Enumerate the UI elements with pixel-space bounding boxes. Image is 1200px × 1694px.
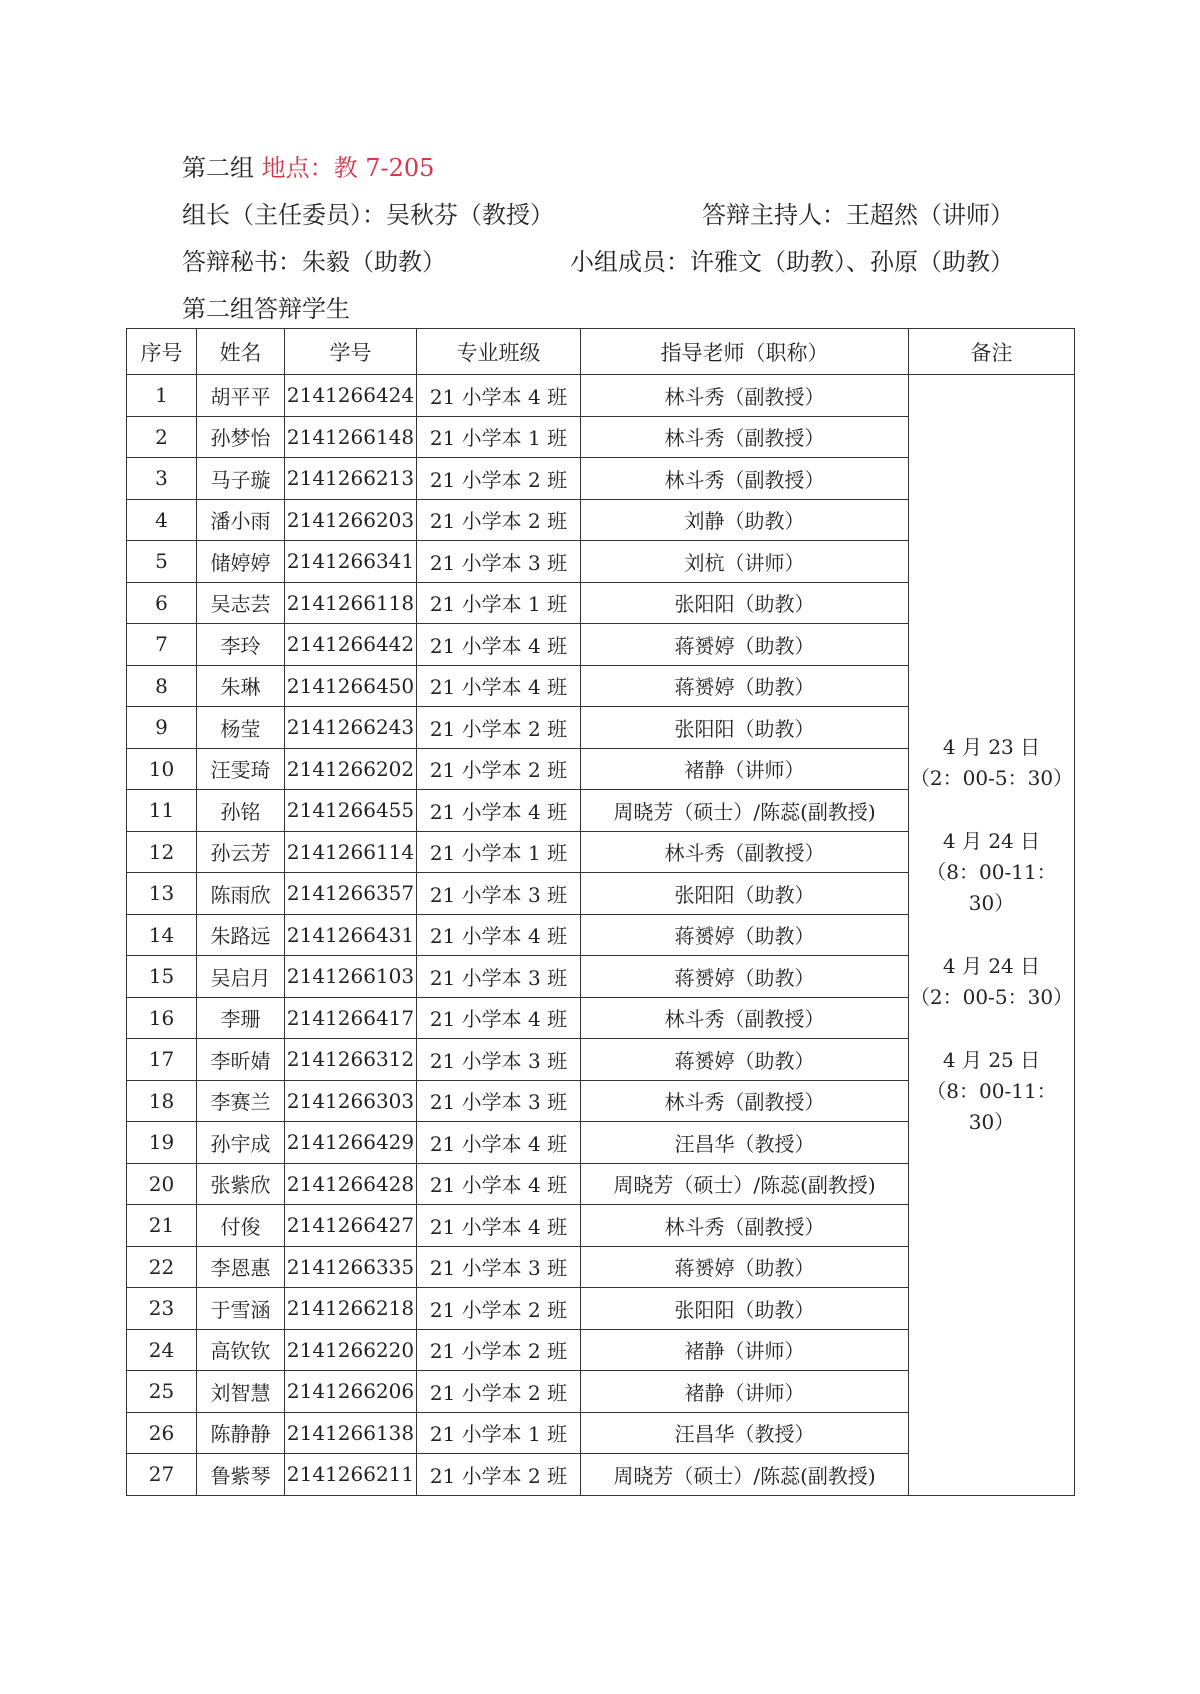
cell-name: 张紫欣 xyxy=(197,1163,285,1205)
cell-student-id: 2141266417 xyxy=(285,997,417,1039)
cell-index: 23 xyxy=(127,1288,197,1330)
cell-student-id: 2141266455 xyxy=(285,790,417,832)
cell-advisor: 周晓芳（硕士）/陈蕊(副教授) xyxy=(581,1454,909,1496)
cell-index: 1 xyxy=(127,375,197,417)
cell-class: 21 小学本 4 班 xyxy=(417,790,581,832)
remark-time: （2：00-5：30） xyxy=(909,765,1074,790)
cell-name: 李珊 xyxy=(197,997,285,1039)
cell-student-id: 2141266428 xyxy=(285,1163,417,1205)
cell-name: 高钦钦 xyxy=(197,1329,285,1371)
cell-class: 21 小学本 2 班 xyxy=(417,499,581,541)
secretary-line: 答辩秘书：朱毅（助教） xyxy=(182,248,446,276)
cell-class: 21 小学本 1 班 xyxy=(417,416,581,458)
cell-advisor: 张阳阳（助教） xyxy=(581,582,909,624)
cell-student-id: 2141266431 xyxy=(285,914,417,956)
cell-class: 21 小学本 4 班 xyxy=(417,665,581,707)
cell-advisor: 褚静（讲师） xyxy=(581,748,909,790)
cell-student-id: 2141266220 xyxy=(285,1329,417,1371)
cell-class: 21 小学本 3 班 xyxy=(417,541,581,583)
cell-class: 21 小学本 3 班 xyxy=(417,1080,581,1122)
cell-student-id: 2141266213 xyxy=(285,458,417,500)
cell-class: 21 小学本 2 班 xyxy=(417,1371,581,1413)
header-remark: 备注 xyxy=(909,329,1075,375)
cell-advisor: 林斗秀（副教授） xyxy=(581,375,909,417)
cell-class: 21 小学本 2 班 xyxy=(417,748,581,790)
cell-student-id: 2141266206 xyxy=(285,1371,417,1413)
cell-class: 21 小学本 3 班 xyxy=(417,873,581,915)
cell-name: 鲁紫琴 xyxy=(197,1454,285,1496)
group-heading xyxy=(182,148,434,183)
remark-time: （2：00-5：30） xyxy=(909,984,1074,1009)
remark-time: （8：00-11：30） xyxy=(926,859,1057,915)
cell-index: 10 xyxy=(127,748,197,790)
cell-class: 21 小学本 2 班 xyxy=(417,1329,581,1371)
cell-student-id: 2141266450 xyxy=(285,665,417,707)
cell-index: 9 xyxy=(127,707,197,749)
cell-student-id: 2141266243 xyxy=(285,707,417,749)
cell-name: 陈静静 xyxy=(197,1412,285,1454)
cell-advisor: 林斗秀（副教授） xyxy=(581,1205,909,1247)
location: 地点：教 7-205 xyxy=(261,154,435,182)
cell-student-id: 2141266335 xyxy=(285,1246,417,1288)
table-header-row xyxy=(127,329,1075,375)
cell-advisor: 蒋赟婷（助教） xyxy=(581,624,909,666)
cell-class: 21 小学本 4 班 xyxy=(417,1205,581,1247)
cell-index: 22 xyxy=(127,1246,197,1288)
cell-class: 21 小学本 2 班 xyxy=(417,707,581,749)
cell-class: 21 小学本 2 班 xyxy=(417,458,581,500)
group-name: 第二组 xyxy=(182,154,254,182)
cell-advisor: 林斗秀（副教授） xyxy=(581,416,909,458)
remark-date: 4 月 25 日 xyxy=(942,1047,1041,1072)
cell-name: 汪雯琦 xyxy=(197,748,285,790)
host-line: 答辩主持人：王超然（讲师） xyxy=(702,201,1014,229)
cell-class: 21 小学本 3 班 xyxy=(417,1246,581,1288)
header-index: 序号 xyxy=(127,329,197,375)
student-table xyxy=(126,328,1075,1496)
cell-student-id: 2141266303 xyxy=(285,1080,417,1122)
cell-advisor: 林斗秀（副教授） xyxy=(581,1080,909,1122)
cell-student-id: 2141266148 xyxy=(285,416,417,458)
table-subtitle: 第二组答辩学生 xyxy=(182,295,350,323)
cell-index: 14 xyxy=(127,914,197,956)
cell-index: 5 xyxy=(127,541,197,583)
cell-advisor: 蒋赟婷（助教） xyxy=(581,1039,909,1081)
cell-index: 20 xyxy=(127,1163,197,1205)
cell-index: 8 xyxy=(127,665,197,707)
header-name: 姓名 xyxy=(197,329,285,375)
cell-index: 19 xyxy=(127,1122,197,1164)
cell-advisor: 周晓芳（硕士）/陈蕊(副教授) xyxy=(581,1163,909,1205)
cell-index: 13 xyxy=(127,873,197,915)
cell-student-id: 2141266341 xyxy=(285,541,417,583)
cell-name: 李赛兰 xyxy=(197,1080,285,1122)
cell-advisor: 蒋赟婷（助教） xyxy=(581,1246,909,1288)
cell-index: 27 xyxy=(127,1454,197,1496)
remark-date: 4 月 23 日 xyxy=(942,734,1041,759)
cell-index: 2 xyxy=(127,416,197,458)
cell-name: 刘智慧 xyxy=(197,1371,285,1413)
cell-class: 21 小学本 3 班 xyxy=(417,956,581,998)
cell-advisor: 汪昌华（教授） xyxy=(581,1412,909,1454)
cell-index: 6 xyxy=(127,582,197,624)
cell-index: 18 xyxy=(127,1080,197,1122)
cell-name: 孙云芳 xyxy=(197,831,285,873)
cell-advisor: 汪昌华（教授） xyxy=(581,1122,909,1164)
cell-student-id: 2141266424 xyxy=(285,375,417,417)
cell-advisor: 蒋赟婷（助教） xyxy=(581,665,909,707)
members-line: 小组成员：许雅文（助教）、孙原（助教） xyxy=(570,248,1014,276)
cell-index: 12 xyxy=(127,831,197,873)
cell-advisor: 蒋赟婷（助教） xyxy=(581,914,909,956)
cell-name: 储婷婷 xyxy=(197,541,285,583)
cell-name: 李昕婧 xyxy=(197,1039,285,1081)
cell-advisor: 林斗秀（副教授） xyxy=(581,997,909,1039)
cell-name: 潘小雨 xyxy=(197,499,285,541)
cell-name: 吴志芸 xyxy=(197,582,285,624)
cell-name: 孙宇成 xyxy=(197,1122,285,1164)
cell-student-id: 2141266138 xyxy=(285,1412,417,1454)
cell-advisor: 张阳阳（助教） xyxy=(581,873,909,915)
cell-advisor: 刘静（助教） xyxy=(581,499,909,541)
cell-advisor: 蒋赟婷（助教） xyxy=(581,956,909,998)
cell-advisor: 林斗秀（副教授） xyxy=(581,458,909,500)
cell-student-id: 2141266118 xyxy=(285,582,417,624)
cell-advisor: 林斗秀（副教授） xyxy=(581,831,909,873)
cell-student-id: 2141266103 xyxy=(285,956,417,998)
cell-class: 21 小学本 4 班 xyxy=(417,1122,581,1164)
cell-index: 15 xyxy=(127,956,197,998)
cell-index: 17 xyxy=(127,1039,197,1081)
cell-student-id: 2141266312 xyxy=(285,1039,417,1081)
remark-date: 4 月 24 日 xyxy=(942,828,1041,853)
cell-index: 21 xyxy=(127,1205,197,1247)
cell-class: 21 小学本 3 班 xyxy=(417,1039,581,1081)
cell-class: 21 小学本 4 班 xyxy=(417,914,581,956)
header-class: 专业班级 xyxy=(417,329,581,375)
cell-name: 李玲 xyxy=(197,624,285,666)
cell-index: 4 xyxy=(127,499,197,541)
cell-advisor: 褚静（讲师） xyxy=(581,1329,909,1371)
header-advisor: 指导老师（职称） xyxy=(581,329,909,375)
cell-student-id: 2141266203 xyxy=(285,499,417,541)
cell-class: 21 小学本 2 班 xyxy=(417,1288,581,1330)
cell-name: 孙铭 xyxy=(197,790,285,832)
cell-index: 7 xyxy=(127,624,197,666)
cell-class: 21 小学本 1 班 xyxy=(417,831,581,873)
cell-name: 吴启月 xyxy=(197,956,285,998)
cell-advisor: 张阳阳（助教） xyxy=(581,1288,909,1330)
cell-name: 陈雨欣 xyxy=(197,873,285,915)
cell-advisor: 刘杭（讲师） xyxy=(581,541,909,583)
cell-student-id: 2141266202 xyxy=(285,748,417,790)
cell-student-id: 2141266211 xyxy=(285,1454,417,1496)
table-body xyxy=(127,375,1075,1496)
cell-index: 26 xyxy=(127,1412,197,1454)
cell-name: 马子璇 xyxy=(197,458,285,500)
cell-index: 24 xyxy=(127,1329,197,1371)
cell-student-id: 2141266114 xyxy=(285,831,417,873)
table-row xyxy=(127,375,1075,417)
cell-class: 21 小学本 4 班 xyxy=(417,375,581,417)
cell-name: 朱路远 xyxy=(197,914,285,956)
cell-class: 21 小学本 4 班 xyxy=(417,997,581,1039)
cell-class: 21 小学本 4 班 xyxy=(417,624,581,666)
cell-index: 3 xyxy=(127,458,197,500)
cell-name: 孙梦怡 xyxy=(197,416,285,458)
remark-time: （8：00-11：30） xyxy=(926,1078,1057,1134)
cell-advisor: 褚静（讲师） xyxy=(581,1371,909,1413)
cell-name: 朱琳 xyxy=(197,665,285,707)
cell-index: 16 xyxy=(127,997,197,1039)
cell-class: 21 小学本 1 班 xyxy=(417,1412,581,1454)
cell-class: 21 小学本 4 班 xyxy=(417,1163,581,1205)
cell-advisor: 张阳阳（助教） xyxy=(581,707,909,749)
cell-index: 11 xyxy=(127,790,197,832)
remark-cell xyxy=(909,375,1075,1496)
cell-student-id: 2141266429 xyxy=(285,1122,417,1164)
cell-name: 于雪涵 xyxy=(197,1288,285,1330)
cell-student-id: 2141266357 xyxy=(285,873,417,915)
cell-class: 21 小学本 1 班 xyxy=(417,582,581,624)
header-student-id: 学号 xyxy=(285,329,417,375)
cell-name: 杨莹 xyxy=(197,707,285,749)
cell-index: 25 xyxy=(127,1371,197,1413)
cell-student-id: 2141266218 xyxy=(285,1288,417,1330)
cell-class: 21 小学本 2 班 xyxy=(417,1454,581,1496)
cell-student-id: 2141266427 xyxy=(285,1205,417,1247)
cell-name: 李恩惠 xyxy=(197,1246,285,1288)
leader-line: 组长（主任委员）：吴秋芬（教授） xyxy=(182,201,554,229)
cell-advisor: 周晓芳（硕士）/陈蕊(副教授) xyxy=(581,790,909,832)
remark-date: 4 月 24 日 xyxy=(942,953,1041,978)
cell-name: 胡平平 xyxy=(197,375,285,417)
cell-name: 付俊 xyxy=(197,1205,285,1247)
cell-student-id: 2141266442 xyxy=(285,624,417,666)
